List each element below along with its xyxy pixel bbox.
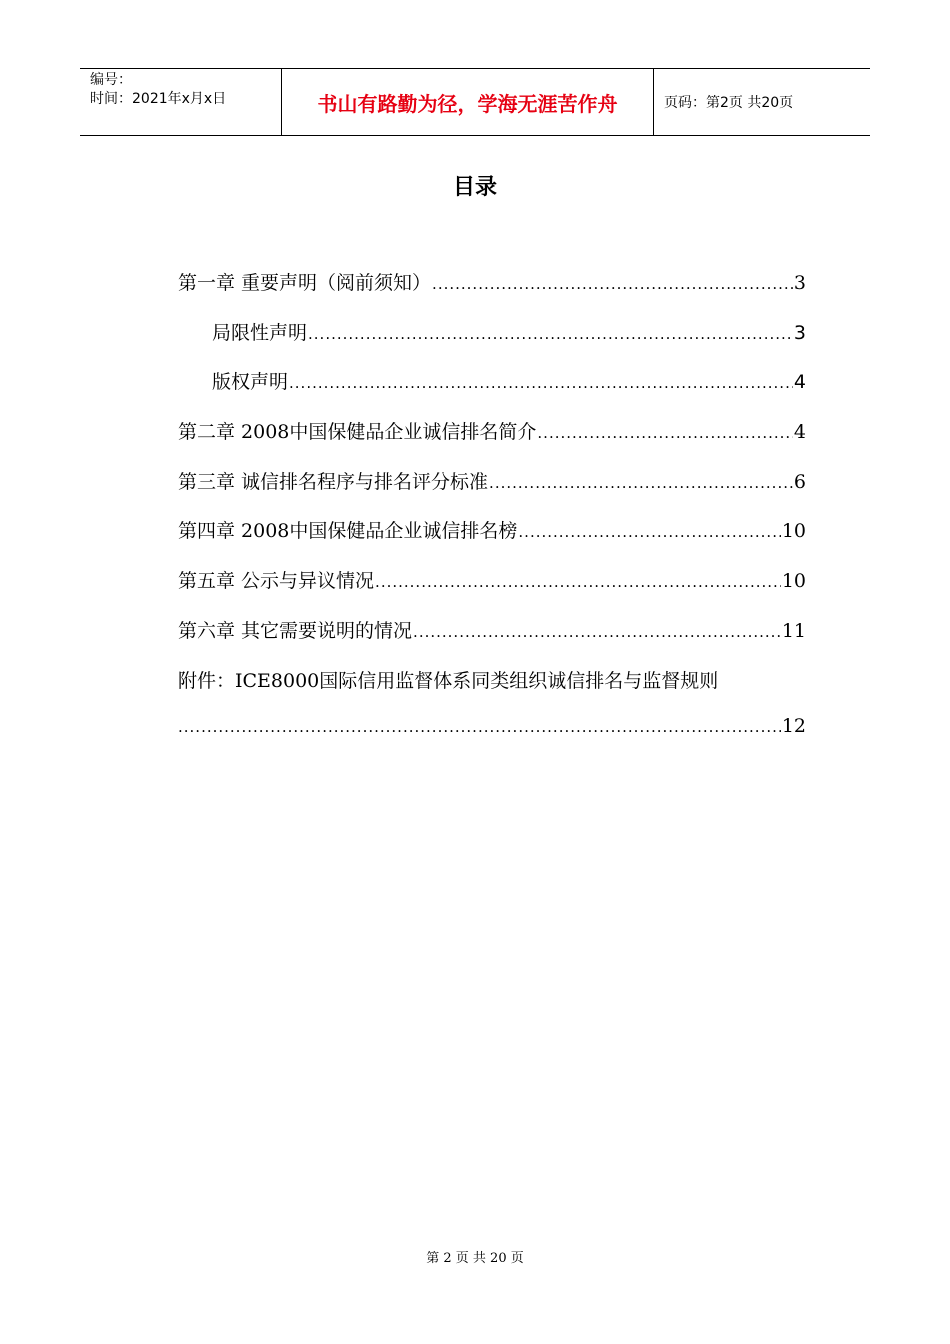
toc-entry-chapter-5[interactable] xyxy=(178,566,806,616)
toc-leader-dots xyxy=(432,275,793,293)
toc-page-number: 11 xyxy=(781,619,806,642)
toc-leader-dots xyxy=(537,424,793,442)
toc-entry-appendix[interactable] xyxy=(178,666,806,716)
toc-entry-chapter-4[interactable] xyxy=(178,516,806,566)
toc-entry-text: 第三章 诚信排名程序与排名评分标准 xyxy=(178,470,489,493)
toc-page-number: 10 xyxy=(781,570,806,593)
toc-leader-dots xyxy=(518,523,780,541)
page-header xyxy=(80,68,870,136)
toc-page-number: 4 xyxy=(793,371,806,394)
toc-leader-dots xyxy=(489,474,793,492)
toc-entry-chapter-3[interactable] xyxy=(178,467,806,517)
header-meta xyxy=(80,69,282,135)
toc-entry-text: 局限性声明 xyxy=(212,321,308,344)
header-motto: 书山有路勤为径，学海无涯苦作舟 xyxy=(282,69,654,135)
toc-page-number: 6 xyxy=(793,470,806,493)
header-number: 编号： xyxy=(90,72,132,88)
toc-entry-limitations[interactable] xyxy=(178,318,806,368)
table-of-contents xyxy=(178,268,806,765)
toc-entry-copyright[interactable] xyxy=(178,367,806,417)
toc-page-number: 12 xyxy=(781,715,806,738)
toc-page-number: 3 xyxy=(793,272,806,294)
toc-entry-chapter-1[interactable] xyxy=(178,268,806,318)
toc-entry-text: 版权声明 xyxy=(212,371,289,394)
header-page-info: 页码：第2页 共20页 xyxy=(664,95,794,111)
toc-entry-text: 第二章 2008中国保健品企业诚信排名简介 xyxy=(178,421,537,444)
toc-entry-text: 第四章 2008中国保健品企业诚信排名榜 xyxy=(178,520,518,543)
toc-entry-text: 附件：ICE8000国际信用监督体系同类组织诚信排名与监督规则 xyxy=(178,669,719,692)
toc-leader-dots xyxy=(178,718,781,736)
toc-entry-chapter-2[interactable] xyxy=(178,417,806,467)
toc-leader-dots xyxy=(375,573,781,591)
toc-entry-appendix-continued[interactable] xyxy=(178,715,806,765)
toc-page-number: 10 xyxy=(781,520,806,543)
page-title: 目录 xyxy=(452,175,497,200)
toc-entry-chapter-6[interactable] xyxy=(178,616,806,666)
toc-entry-text: 第一章 重要声明（阅前须知） xyxy=(178,272,432,294)
toc-leader-dots xyxy=(308,325,793,343)
toc-page-number: 4 xyxy=(793,421,806,444)
toc-leader-dots xyxy=(289,374,793,392)
page-footer: 第 2 页 共 20 页 xyxy=(426,1251,524,1266)
toc-leader-dots xyxy=(413,623,781,641)
header-time: 时间：2021年x月x日 xyxy=(90,91,227,107)
toc-entry-text: 第五章 公示与异议情况 xyxy=(178,570,375,593)
toc-page-number: 3 xyxy=(793,321,806,344)
toc-entry-text: 第六章 其它需要说明的情况 xyxy=(178,619,413,642)
